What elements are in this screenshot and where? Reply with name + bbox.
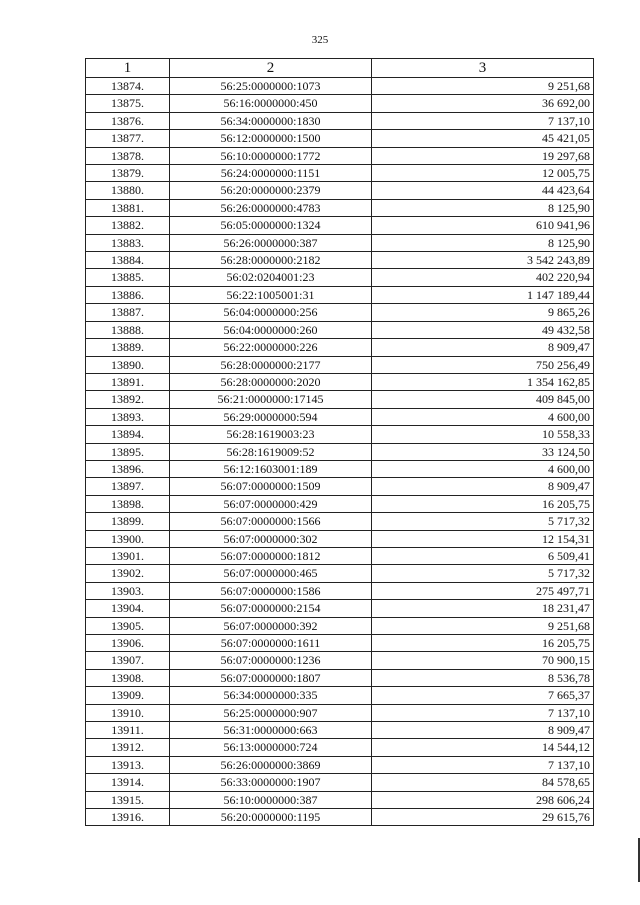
cadastral-number-cell: 56:05:0000000:1324 <box>170 217 372 234</box>
table-row <box>86 704 594 721</box>
row-number-cell: 13896. <box>86 460 170 477</box>
table-row <box>86 513 594 530</box>
row-number-cell: 13897. <box>86 478 170 495</box>
row-number-cell: 13914. <box>86 774 170 791</box>
row-number-cell: 13902. <box>86 565 170 582</box>
value-cell: 9 865,26 <box>372 304 594 321</box>
cadastral-number-cell: 56:24:0000000:1151 <box>170 165 372 182</box>
value-cell: 610 941,96 <box>372 217 594 234</box>
table-row <box>86 756 594 773</box>
data-table <box>85 58 594 826</box>
cadastral-number-cell: 56:22:1005001:31 <box>170 286 372 303</box>
value-cell: 409 845,00 <box>372 391 594 408</box>
cadastral-number-cell: 56:22:0000000:226 <box>170 339 372 356</box>
row-number-cell: 13895. <box>86 443 170 460</box>
row-number-cell: 13908. <box>86 669 170 686</box>
row-number-cell: 13885. <box>86 269 170 286</box>
value-cell: 19 297,68 <box>372 147 594 164</box>
cadastral-number-cell: 56:07:0000000:429 <box>170 495 372 512</box>
table-row <box>86 739 594 756</box>
column-header-1: 1 <box>86 59 170 78</box>
value-cell: 7 137,10 <box>372 756 594 773</box>
cadastral-number-cell: 56:02:0204001:23 <box>170 269 372 286</box>
cadastral-number-cell: 56:33:0000000:1907 <box>170 774 372 791</box>
value-cell: 8 909,47 <box>372 478 594 495</box>
value-cell: 5 717,32 <box>372 565 594 582</box>
table-row <box>86 547 594 564</box>
table-row <box>86 652 594 669</box>
value-cell: 44 423,64 <box>372 182 594 199</box>
row-number-cell: 13881. <box>86 199 170 216</box>
value-cell: 298 606,24 <box>372 791 594 808</box>
value-cell: 12 154,31 <box>372 530 594 547</box>
value-cell: 7 137,10 <box>372 112 594 129</box>
value-cell: 12 005,75 <box>372 165 594 182</box>
row-number-cell: 13890. <box>86 356 170 373</box>
table-row <box>86 600 594 617</box>
table-row <box>86 478 594 495</box>
column-header-2: 2 <box>170 59 372 78</box>
row-number-cell: 13910. <box>86 704 170 721</box>
table-row <box>86 669 594 686</box>
cadastral-number-cell: 56:26:0000000:4783 <box>170 199 372 216</box>
value-cell: 8 909,47 <box>372 339 594 356</box>
row-number-cell: 13892. <box>86 391 170 408</box>
row-number-cell: 13898. <box>86 495 170 512</box>
row-number-cell: 13887. <box>86 304 170 321</box>
table-row <box>86 687 594 704</box>
row-number-cell: 13907. <box>86 652 170 669</box>
value-cell: 9 251,68 <box>372 78 594 95</box>
row-number-cell: 13903. <box>86 582 170 599</box>
value-cell: 402 220,94 <box>372 269 594 286</box>
row-number-cell: 13883. <box>86 234 170 251</box>
row-number-cell: 13893. <box>86 408 170 425</box>
table-row <box>86 165 594 182</box>
row-number-cell: 13874. <box>86 78 170 95</box>
cadastral-number-cell: 56:34:0000000:1830 <box>170 112 372 129</box>
cadastral-number-cell: 56:20:0000000:2379 <box>170 182 372 199</box>
row-number-cell: 13905. <box>86 617 170 634</box>
value-cell: 33 124,50 <box>372 443 594 460</box>
value-cell: 49 432,58 <box>372 321 594 338</box>
cadastral-number-cell: 56:07:0000000:465 <box>170 565 372 582</box>
row-number-cell: 13899. <box>86 513 170 530</box>
table-header-row <box>86 59 594 78</box>
cadastral-number-cell: 56:31:0000000:663 <box>170 722 372 739</box>
value-cell: 8 909,47 <box>372 722 594 739</box>
row-number-cell: 13904. <box>86 600 170 617</box>
cadastral-number-cell: 56:29:0000000:594 <box>170 408 372 425</box>
table-row <box>86 582 594 599</box>
table-row <box>86 617 594 634</box>
table-row <box>86 809 594 826</box>
value-cell: 84 578,65 <box>372 774 594 791</box>
row-number-cell: 13879. <box>86 165 170 182</box>
row-number-cell: 13891. <box>86 373 170 390</box>
cadastral-number-cell: 56:07:0000000:1236 <box>170 652 372 669</box>
value-cell: 70 900,15 <box>372 652 594 669</box>
row-number-cell: 13911. <box>86 722 170 739</box>
cadastral-number-cell: 56:12:0000000:1500 <box>170 130 372 147</box>
table-row <box>86 199 594 216</box>
table-row <box>86 774 594 791</box>
cadastral-number-cell: 56:28:0000000:2177 <box>170 356 372 373</box>
row-number-cell: 13878. <box>86 147 170 164</box>
value-cell: 4 600,00 <box>372 408 594 425</box>
row-number-cell: 13906. <box>86 635 170 652</box>
cadastral-number-cell: 56:28:1619003:23 <box>170 426 372 443</box>
value-cell: 7 665,37 <box>372 687 594 704</box>
value-cell: 275 497,71 <box>372 582 594 599</box>
row-number-cell: 13877. <box>86 130 170 147</box>
row-number-cell: 13880. <box>86 182 170 199</box>
value-cell: 3 542 243,89 <box>372 252 594 269</box>
cadastral-number-cell: 56:25:0000000:1073 <box>170 78 372 95</box>
value-cell: 6 509,41 <box>372 547 594 564</box>
cadastral-number-cell: 56:20:0000000:1195 <box>170 809 372 826</box>
cadastral-number-cell: 56:07:0000000:1812 <box>170 547 372 564</box>
cadastral-number-cell: 56:10:0000000:1772 <box>170 147 372 164</box>
table-row <box>86 252 594 269</box>
row-number-cell: 13894. <box>86 426 170 443</box>
row-number-cell: 13888. <box>86 321 170 338</box>
table-row <box>86 217 594 234</box>
value-cell: 29 615,76 <box>372 809 594 826</box>
table-row <box>86 112 594 129</box>
table-row <box>86 391 594 408</box>
value-cell: 9 251,68 <box>372 617 594 634</box>
table-row <box>86 286 594 303</box>
value-cell: 1 147 189,44 <box>372 286 594 303</box>
row-number-cell: 13882. <box>86 217 170 234</box>
cadastral-number-cell: 56:07:0000000:1509 <box>170 478 372 495</box>
value-cell: 1 354 162,85 <box>372 373 594 390</box>
value-cell: 7 137,10 <box>372 704 594 721</box>
value-cell: 5 717,32 <box>372 513 594 530</box>
table-row <box>86 408 594 425</box>
table-row <box>86 565 594 582</box>
cadastral-number-cell: 56:04:0000000:256 <box>170 304 372 321</box>
value-cell: 750 256,49 <box>372 356 594 373</box>
row-number-cell: 13916. <box>86 809 170 826</box>
cadastral-number-cell: 56:07:0000000:1807 <box>170 669 372 686</box>
table-row <box>86 95 594 112</box>
column-header-3: 3 <box>372 59 594 78</box>
table-row <box>86 304 594 321</box>
row-number-cell: 13912. <box>86 739 170 756</box>
table-row <box>86 130 594 147</box>
row-number-cell: 13886. <box>86 286 170 303</box>
value-cell: 8 125,90 <box>372 234 594 251</box>
table-row <box>86 234 594 251</box>
value-cell: 16 205,75 <box>372 495 594 512</box>
cadastral-number-cell: 56:26:0000000:387 <box>170 234 372 251</box>
value-cell: 10 558,33 <box>372 426 594 443</box>
value-cell: 16 205,75 <box>372 635 594 652</box>
table-row <box>86 321 594 338</box>
page-number: 325 <box>311 34 329 46</box>
cadastral-number-cell: 56:26:0000000:3869 <box>170 756 372 773</box>
value-cell: 36 692,00 <box>372 95 594 112</box>
table-row <box>86 791 594 808</box>
row-number-cell: 13900. <box>86 530 170 547</box>
value-cell: 18 231,47 <box>372 600 594 617</box>
cadastral-number-cell: 56:34:0000000:335 <box>170 687 372 704</box>
row-number-cell: 13913. <box>86 756 170 773</box>
table-body <box>86 78 594 826</box>
value-cell: 14 544,12 <box>372 739 594 756</box>
cadastral-number-cell: 56:13:0000000:724 <box>170 739 372 756</box>
value-cell: 8 125,90 <box>372 199 594 216</box>
row-number-cell: 13875. <box>86 95 170 112</box>
cadastral-number-cell: 56:04:0000000:260 <box>170 321 372 338</box>
row-number-cell: 13901. <box>86 547 170 564</box>
value-cell: 45 421,05 <box>372 130 594 147</box>
table-row <box>86 460 594 477</box>
table-row <box>86 530 594 547</box>
cadastral-number-cell: 56:21:0000000:17145 <box>170 391 372 408</box>
cadastral-number-cell: 56:07:0000000:1611 <box>170 635 372 652</box>
table-row <box>86 147 594 164</box>
row-number-cell: 13889. <box>86 339 170 356</box>
table-row <box>86 722 594 739</box>
cadastral-number-cell: 56:12:1603001:189 <box>170 460 372 477</box>
cadastral-number-cell: 56:07:0000000:1586 <box>170 582 372 599</box>
cadastral-number-cell: 56:07:0000000:302 <box>170 530 372 547</box>
cadastral-number-cell: 56:07:0000000:392 <box>170 617 372 634</box>
table-row <box>86 78 594 95</box>
row-number-cell: 13876. <box>86 112 170 129</box>
table-row <box>86 182 594 199</box>
value-cell: 4 600,00 <box>372 460 594 477</box>
table-row <box>86 269 594 286</box>
table-row <box>86 495 594 512</box>
cadastral-number-cell: 56:16:0000000:450 <box>170 95 372 112</box>
row-number-cell: 13909. <box>86 687 170 704</box>
value-cell: 8 536,78 <box>372 669 594 686</box>
table-row <box>86 635 594 652</box>
cadastral-number-cell: 56:07:0000000:2154 <box>170 600 372 617</box>
row-number-cell: 13884. <box>86 252 170 269</box>
cadastral-number-cell: 56:28:1619009:52 <box>170 443 372 460</box>
table-row <box>86 443 594 460</box>
table-row <box>86 426 594 443</box>
cadastral-number-cell: 56:07:0000000:1566 <box>170 513 372 530</box>
cadastral-number-cell: 56:25:0000000:907 <box>170 704 372 721</box>
table-row <box>86 356 594 373</box>
table-row <box>86 339 594 356</box>
cadastral-number-cell: 56:28:0000000:2182 <box>170 252 372 269</box>
row-number-cell: 13915. <box>86 791 170 808</box>
cadastral-number-cell: 56:28:0000000:2020 <box>170 373 372 390</box>
cadastral-number-cell: 56:10:0000000:387 <box>170 791 372 808</box>
table-row <box>86 373 594 390</box>
